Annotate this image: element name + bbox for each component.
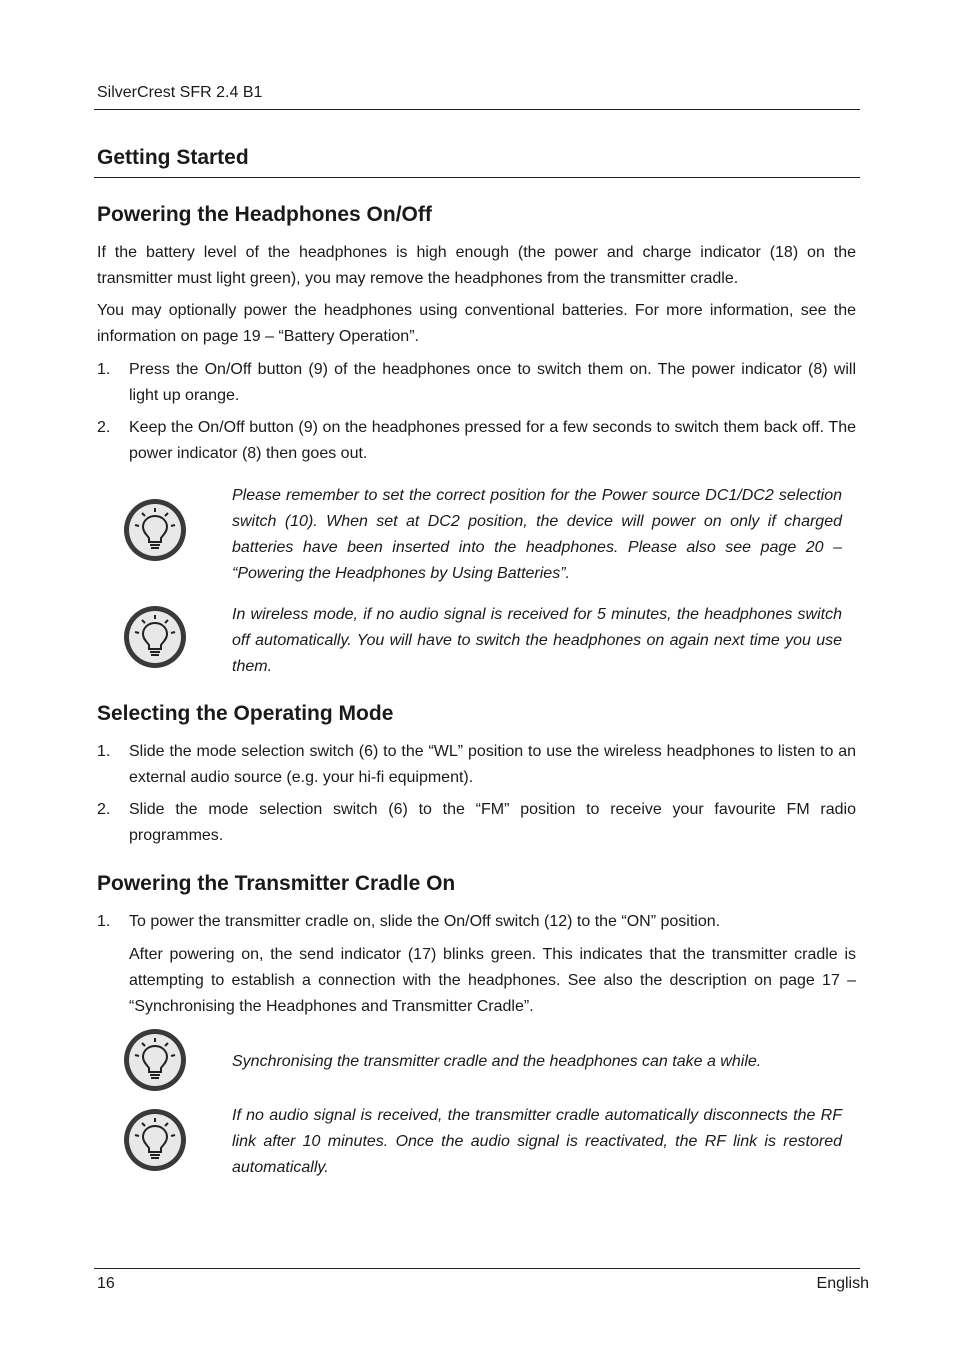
lightbulb-tip-icon <box>122 604 188 670</box>
running-header: SilverCrest SFR 2.4 B1 <box>97 84 263 101</box>
list-text: To power the transmitter cradle on, slide the On/Off switch (12) to the “ON” position. <box>129 913 721 930</box>
list-text: Slide the mode selection switch (6) to the “WL” position to use the wireless headphones to listen to an external audio source (e.g. your hi-fi equipment). <box>129 743 856 786</box>
list-text: Press the On/Off button (9) of the headphones once to switch them on. The power indicator (8) will light up orange. <box>129 361 856 404</box>
lightbulb-tip-icon <box>122 1107 188 1173</box>
note-text: If no audio signal is received, the transmitter cradle automatically disconnects the RF link after 10 minutes. Once the audio signal is reactivated, the RF link is restored automatically. <box>232 1107 842 1176</box>
lightbulb-tip-icon <box>122 1027 188 1093</box>
note-text: Please remember to set the correct position for the Power source DC1/DC2 selection switch (10). When set at DC2 position, the device will power on only if charged batteries have been inserted into the headphones. Please also see page 20 – “Powering the Headphones by Using Batteries”. <box>232 487 842 582</box>
indented-paragraph: After powering on, the send indicator (17) blinks green. This indicates that the transmitter cradle is attempting to establish a connection with the headphones. See also the description on page 17 – “Synchronising the Headphones and Transmitter Cradle”. <box>129 946 856 1015</box>
header-rule <box>94 109 860 110</box>
page-number: 16 <box>97 1275 115 1292</box>
chapter-title: Getting Started <box>97 146 249 169</box>
list-number: 1. <box>97 743 111 760</box>
chapter-rule <box>94 177 860 178</box>
list-number: 2. <box>97 419 111 436</box>
note-text: Synchronising the transmitter cradle and the headphones can take a while. <box>232 1053 762 1070</box>
list-text: Slide the mode selection switch (6) to the “FM” position to receive your favourite FM radio programmes. <box>129 801 856 844</box>
paragraph: You may optionally power the headphones using conventional batteries. For more information, see the information on page 19 – “Battery Operation”. <box>97 302 856 345</box>
footer-language: English <box>816 1275 869 1292</box>
list-number: 1. <box>97 361 111 378</box>
list-number: 1. <box>97 913 111 930</box>
note-text: In wireless mode, if no audio signal is received for 5 minutes, the headphones switch off automatically. You will have to switch the headphones on again next time you use them. <box>232 606 842 675</box>
section-title-transmitter: Powering the Transmitter Cradle On <box>97 872 456 895</box>
list-number: 2. <box>97 801 111 818</box>
lightbulb-tip-icon <box>122 497 188 563</box>
paragraph: If the battery level of the headphones is high enough (the power and charge indicator (18) on the transmitter must light green), you may remove the headphones from the transmitter cradle. <box>97 244 856 287</box>
footer-rule <box>94 1268 860 1269</box>
section-title-operating-mode: Selecting the Operating Mode <box>97 702 394 725</box>
list-text: Keep the On/Off button (9) on the headphones pressed for a few seconds to switch them back off. The power indicator (8) then goes out. <box>129 419 856 462</box>
section-title-powering-headphones: Powering the Headphones On/Off <box>97 203 432 226</box>
